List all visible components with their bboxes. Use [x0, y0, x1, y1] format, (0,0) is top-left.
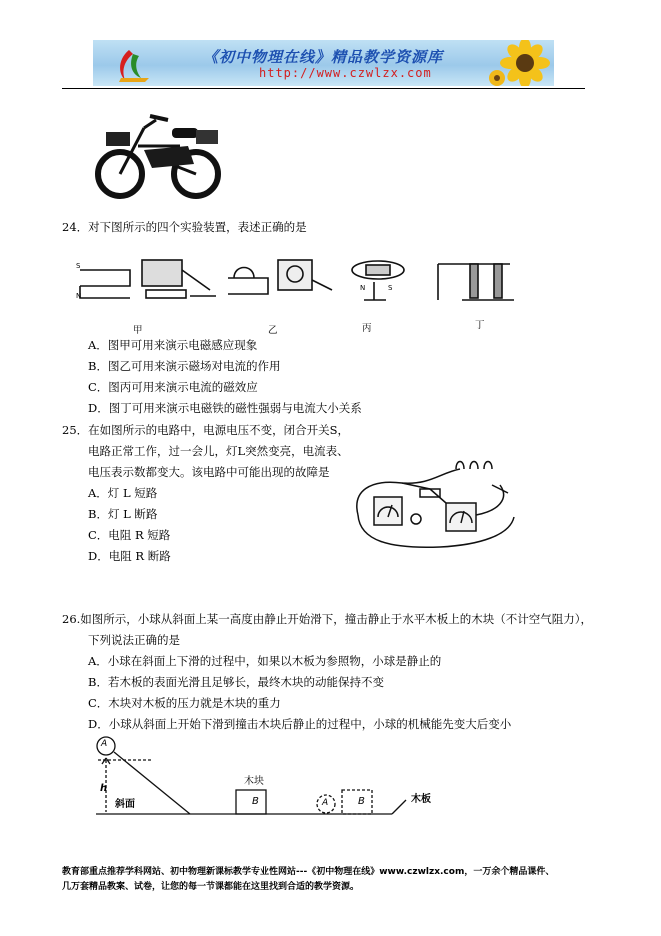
q26-ball-label: A: [101, 739, 108, 749]
q24-apparatus-figure: [70, 250, 540, 320]
q24-option-a: A．图甲可用来演示电磁感应现象: [88, 338, 258, 352]
electric-bicycle-illustration: [92, 106, 232, 202]
q25-option-a: A．灯 L 短路: [88, 486, 158, 500]
q26-option-b: B．若木板的表面光滑且足够长，最终木块的动能保持不变: [88, 675, 384, 689]
footer-line-1: 教育部重点推荐学科网站、初中物理新课标教学专业性网站---《初中物理在线》www.czwlzx.com，一万余个精品课件、: [62, 867, 555, 877]
q24-option-b: B．图乙可用来演示磁场对电流的作用: [88, 359, 281, 373]
q25-stem-line-1: 25．在如图所示的电路中，电源电压不变，闭合开关S，: [62, 423, 350, 437]
q24-caption-bing: 丙: [362, 323, 372, 334]
q26-ball-moved-label: A: [322, 798, 329, 808]
q26-height-label: h: [100, 783, 108, 794]
q24-caption-jia: 甲: [133, 325, 143, 336]
q26-option-d: D．小球从斜面上开始下滑到撞击木块后静止的过程中，小球的机械能先变大后变小: [88, 717, 512, 731]
q26-stem-line-2: 下列说法正确的是: [88, 633, 180, 647]
svg-text:S: S: [76, 262, 81, 270]
header-rule: [62, 88, 585, 89]
q24-caption-yi: 乙: [268, 325, 278, 336]
q26-slope-label: 斜面: [115, 799, 135, 810]
site-logo-icon: [111, 44, 161, 84]
sunflower-icon: [485, 40, 554, 86]
q24-stem: 24．对下图所示的四个实验装置，表述正确的是: [62, 220, 307, 234]
q25-stem-line-3: 电压表示数都变大。该电路中可能出现的故障是: [88, 465, 330, 479]
q26-block-moved-label: B: [358, 796, 365, 807]
svg-text:N: N: [76, 292, 82, 300]
q25-option-c: C．电阻 R 短路: [88, 528, 171, 542]
q24-option-d: D．图丁可用来演示电磁铁的磁性强弱与电流大小关系: [88, 401, 362, 415]
banner-url: http://www.czwlzx.com: [259, 66, 432, 80]
q25-option-b: B．灯 L 断路: [88, 507, 158, 521]
banner-title: 《初中物理在线》精品教学资源库: [203, 48, 444, 66]
q26-option-c: C．木块对木板的压力就是木块的重力: [88, 696, 281, 710]
footer-line-2: 几万套精品教案、试卷，让您的每一节课都能在这里找到合适的教学资源。: [62, 882, 360, 892]
svg-text:N: N: [360, 284, 366, 292]
q26-block-caption: 木块: [244, 776, 264, 787]
q26-block-label: B: [252, 796, 259, 807]
q25-option-d: D．电阻 R 断路: [88, 549, 171, 563]
q24-caption-ding: 丁: [475, 320, 485, 331]
q25-stem-line-2: 电路正常工作，过一会儿，灯L突然变亮，电流表、: [88, 444, 349, 458]
header-banner: [93, 40, 554, 86]
q26-stem-line-1: 26.如图所示，小球从斜面上某一高度由静止开始滑下，撞击静止于水平木板上的木块（不计空气阻力），: [62, 612, 593, 626]
q24-option-c: C．图丙可用来演示电流的磁效应: [88, 380, 258, 394]
q26-board-label: 木板: [411, 794, 431, 805]
q25-circuit-figure: [350, 455, 520, 555]
svg-text:S: S: [388, 284, 393, 292]
q26-option-a: A．小球在斜面上下滑的过程中，如果以木板为参照物，小球是静止的: [88, 654, 442, 668]
